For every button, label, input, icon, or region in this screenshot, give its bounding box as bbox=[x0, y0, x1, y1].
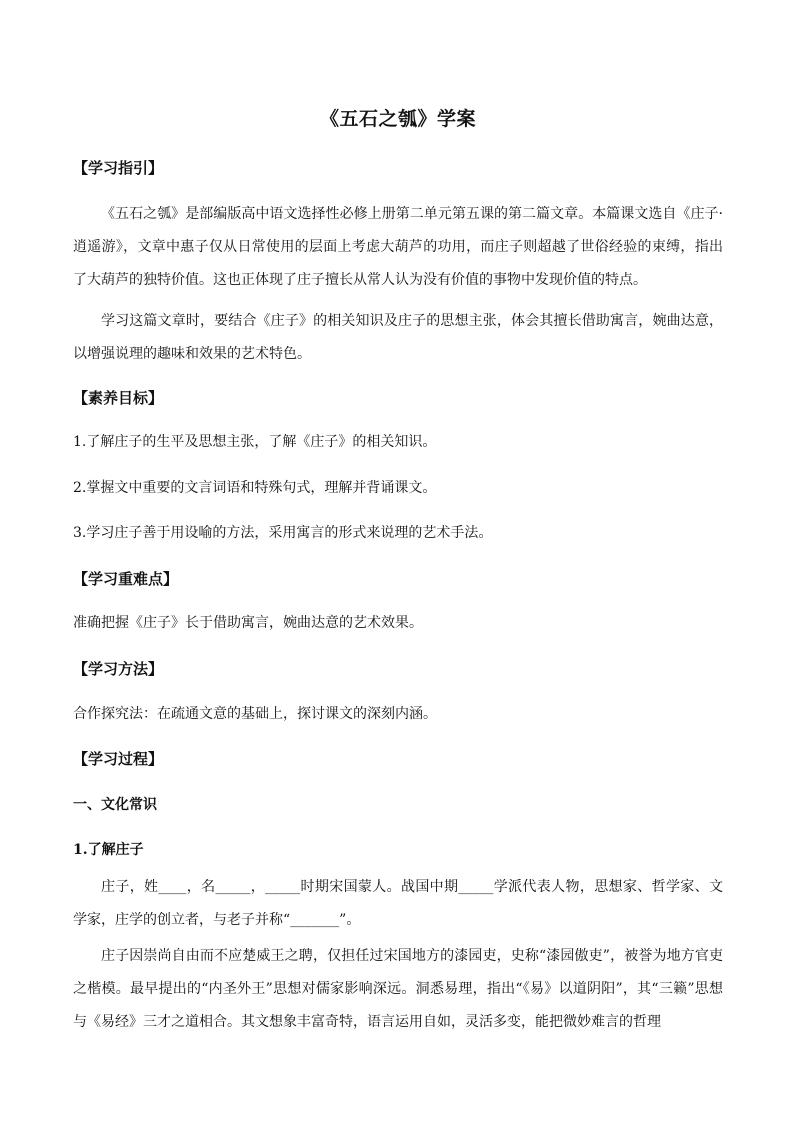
process-heading: 【学习过程】 bbox=[73, 750, 164, 768]
page-title: 《五石之瓠》学案 bbox=[319, 108, 476, 130]
focus-heading: 【学习重难点】 bbox=[73, 570, 179, 588]
goals-heading: 【素养目标】 bbox=[73, 389, 164, 407]
document-page bbox=[73, 0, 723, 1123]
focus-text: 准确把握《庄子》长于借助寓言，婉曲达意的艺术效果。 bbox=[73, 615, 423, 631]
guide-paragraph-2: 学习这篇文章时，要结合《庄子》的相关知识及庄子的思想主张，体会其擅长借助寓言，婉曲达意，以增强说理的趣味和效果的艺术特色。 bbox=[73, 313, 723, 362]
method-heading: 【学习方法】 bbox=[73, 660, 164, 678]
goal-item-1: 1.了解庄子的生平及思想主张，了解《庄子》的相关知识。 bbox=[73, 434, 437, 450]
section-culture-title: 一、文化常识 bbox=[73, 797, 157, 813]
goal-item-3: 3.学习庄子善于用设喻的方法，采用寓言的形式来说理的艺术手法。 bbox=[73, 525, 493, 541]
zhuangzi-bio-paragraph: 庄子因崇尚自由而不应楚威王之聘，仅担任过宋国地方的漆园吏，史称“漆园傲吏”，被誉为地方官吏之楷模。最早提出的“内圣外王”思想对儒家影响深远。洞悉易理，指出“《易》以道阴阳”，其“三籁”思想与《易经》三才之道相合。其文想象丰富奇特，语言运用自如，灵活多变，能把微妙难言的哲理 bbox=[73, 948, 723, 1030]
zhuangzi-fill-blank-paragraph: 庄子，姓____，名_____，_____时期宋国蒙人。战国中期_____学派代表人物，思想家、哲学家、文学家，庄学的创立者，与老子并称“_______”。 bbox=[73, 879, 723, 928]
guide-heading: 【学习指引】 bbox=[73, 159, 164, 177]
method-text: 合作探究法：在疏通文意的基础上，探讨课文的深刻内涵。 bbox=[73, 706, 437, 722]
sub-about-zhuangzi: 1.了解庄子 bbox=[73, 842, 144, 858]
goal-item-2: 2.掌握文中重要的文言词语和特殊句式，理解并背诵课文。 bbox=[73, 480, 437, 496]
guide-paragraph-1: 《五石之瓠》是部编版高中语文选择性必修上册第二单元第五课的第二篇文章。本篇课文选自《庄子·逍遥游》，文章中惠子仅从日常使用的层面上考虑大葫芦的功用，而庄子则超越了世俗经验的束缚，指出了大葫芦的独特价值。这也正体现了庄子擅长从常人认为没有价值的事物中发现价值的特点。 bbox=[73, 206, 723, 288]
